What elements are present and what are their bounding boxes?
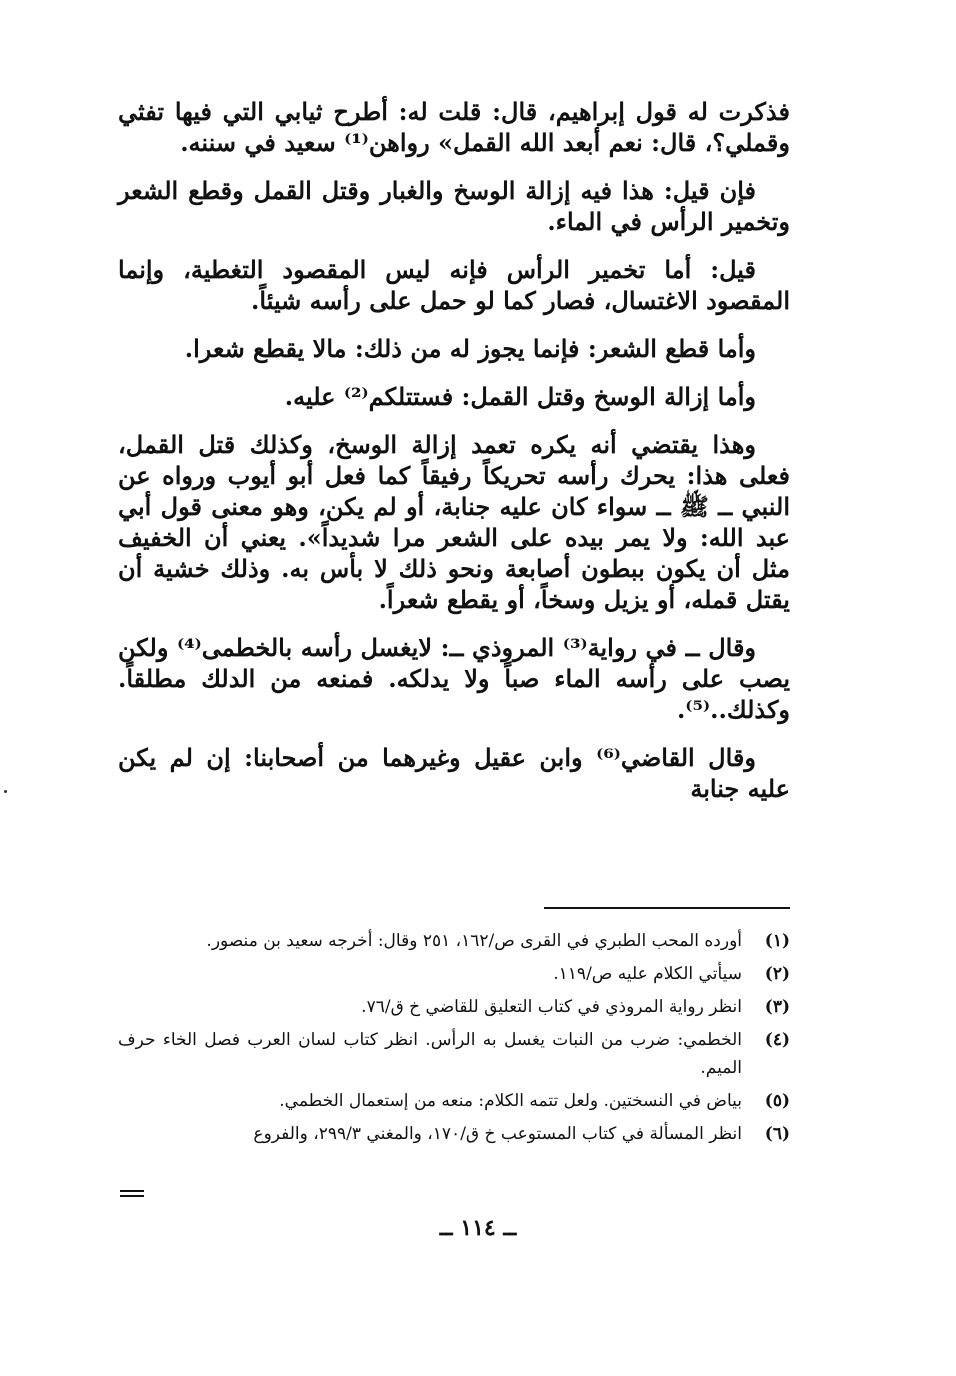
footnote [118, 927, 790, 955]
paragraph: قيل: أما تخمير الرأس فإنه ليس المقصود التغطية، وإنما المقصود الاغتسال، فصار كما لو حمل على رأسه شيئاً. [118, 255, 790, 315]
continuation-mark [120, 1190, 144, 1198]
footnote-number: (٢) [764, 964, 790, 984]
scan-speck [4, 790, 7, 793]
footnote-text: بياض في النسختين. ولعل تتمه الكلام: منعه من إستعمال الخطمي. [279, 1091, 742, 1111]
footnote [118, 1087, 790, 1115]
paragraph: وهذا يقتضي أنه يكره تعمد إزالة الوسخ، وكذلك قتل القمل، فعلى هذا: يحرك رأسه تحريكاً رفيقاً كما فعل أبو أيوب ورواه عن النبي ــ ﷺ ــ سواء كان عليه جنابة، أو لم يكن، وهو معنى قول أبي عبد الله: ولا يمر بيده على الشعر مرا شديداً». يعني أن الخفيف مثل أن يكون ببطون أصابعة ونحو ذلك لا بأس به. وذلك خشية أن يقتل قمله، أو يزيل وسخاً، أو يقطع شعراً. [118, 430, 791, 614]
footnote-number: (٥) [764, 1091, 790, 1111]
footnote [118, 1026, 790, 1082]
paragraph: وأما قطع الشعر: فإنما يجوز له من ذلك: مالا يقطع شعرا. [184, 334, 756, 363]
footnote-separator [544, 907, 790, 909]
footnote-number: (١) [764, 931, 790, 951]
footnotes [118, 927, 790, 1153]
paragraph: فذكرت له قول إبراهيم، قال: قلت له: أطرح ثيابي التي فيها تفثي وقملي؟، قال: نعم أبعد الله القمل» رواهن⁽¹⁾ سعيد في سننه. [118, 97, 790, 157]
footnote [118, 993, 790, 1021]
paragraph: فإن قيل: هذا فيه إزالة الوسخ والغبار وقتل القمل وقطع الشعر وتخمير الرأس في الماء. [118, 176, 790, 236]
page-number: ــ ١١٤ ــ [439, 1215, 517, 1241]
paragraph: وأما إزالة الوسخ وقتل القمل: فستتلكم⁽²⁾ عليه. [284, 382, 756, 411]
footnote-number: (٣) [764, 997, 790, 1017]
footnote-number: (٤) [764, 1030, 790, 1050]
footnote [118, 1120, 790, 1148]
footnote-text: سيأتي الكلام عليه ص/١١٩. [553, 964, 742, 984]
footnote-number: (٦) [764, 1124, 790, 1144]
footnote-text: أورده المحب الطبري في القرى ص/١٦٢، ٢٥١ وقال: أخرجه سعيد بن منصور. [206, 931, 742, 951]
footnote [118, 960, 790, 988]
main-text [118, 96, 790, 804]
footnote-text: الخطمي: ضرب من النبات يغسل به الرأس. انظر كتاب لسان العرب فصل الخاء حرف الميم. [118, 1030, 742, 1078]
paragraph: وقال القاضي⁽⁶⁾ وابن عقيل وغيرهما من أصحابنا: إن لم يكن عليه جنابة [118, 743, 790, 803]
footnote-text: انظر المسألة في كتاب المستوعب خ ق/١٧٠، والمغني ٢٩٩/٣، والفروع [253, 1124, 742, 1144]
footnote-text: انظر رواية المروذي في كتاب التعليق للقاضي خ ق/٧٦. [361, 997, 742, 1017]
paragraph: وقال ــ في رواية⁽³⁾ المروذي ــ: لايغسل رأسه بالخطمى⁽⁴⁾ ولكن يصب على رأسه الماء صباً ولا يدلكه. فمنعه من الدلك مطلقاً. وكذلك..⁽⁵⁾. [118, 633, 790, 724]
